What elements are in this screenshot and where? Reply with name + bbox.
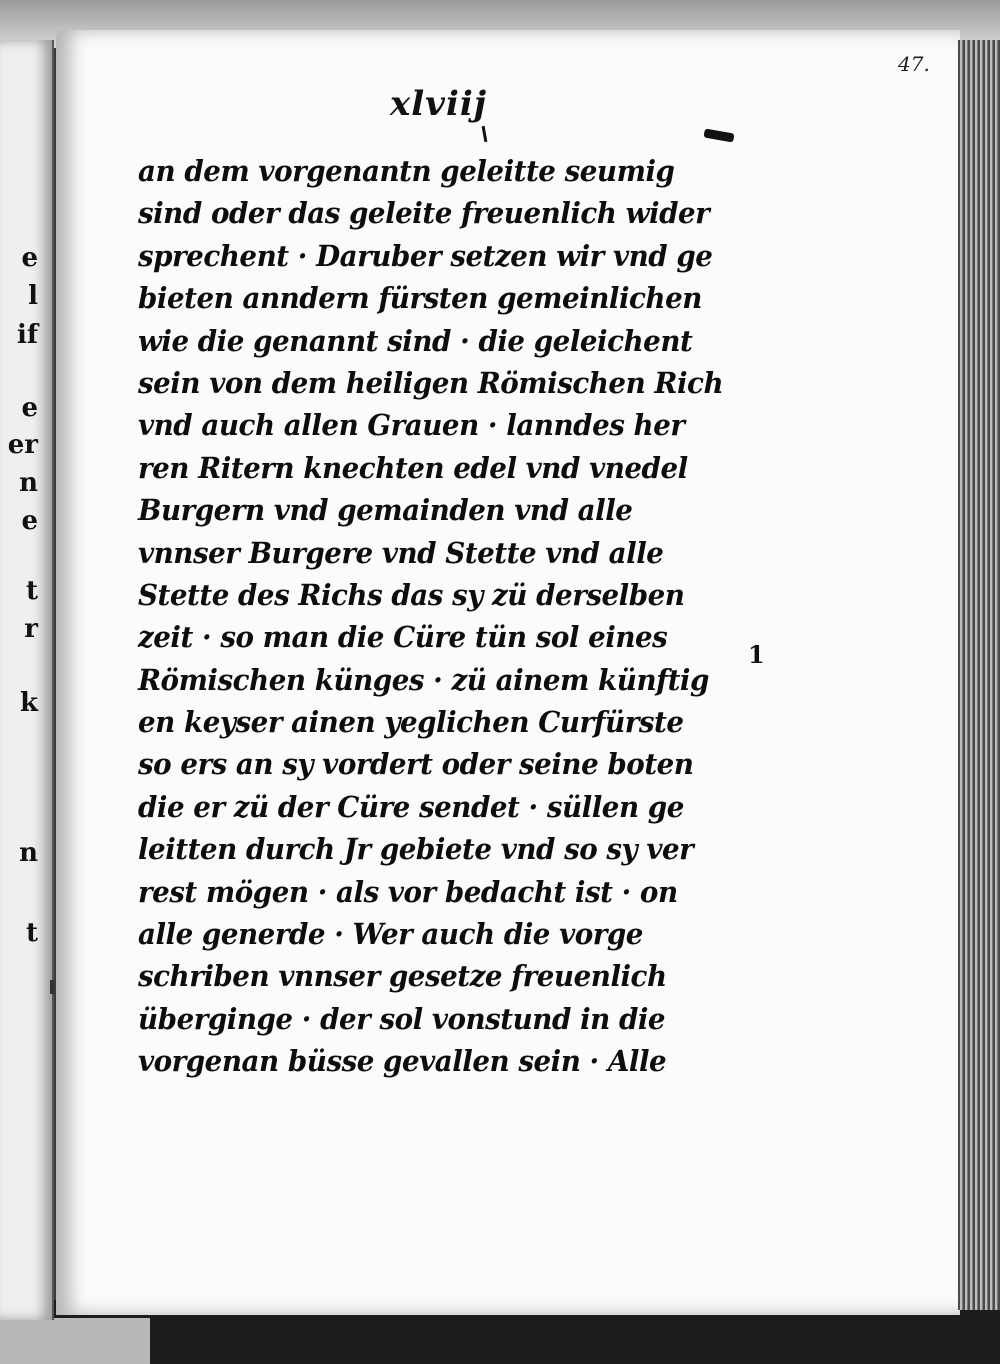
text-line: vnnser Burgere vnd Stette vnd alle	[138, 535, 664, 570]
chapter-heading: xlviij	[390, 84, 488, 124]
text-line: rest mögen · als vor bedacht ist · on	[138, 874, 678, 909]
facing-page-fragment: e	[21, 506, 38, 536]
facing-page-fragment: er	[7, 430, 38, 460]
text-line: sind oder das geleite freuenlich wider	[138, 196, 710, 231]
text-line: zeit · so man die Cüre tün sol eines	[138, 620, 668, 655]
text-line: überginge · der sol vonstund in die	[138, 1001, 666, 1036]
text-line: so ers an sy vordert oder seine boten	[138, 747, 694, 782]
folio-number: 47.	[898, 52, 930, 76]
text-line: en keyser ainen yeglichen Curfürste	[138, 705, 684, 740]
facing-page-fragment: if	[16, 320, 38, 350]
text-line: leitten durch Jr gebiete vnd so sy ver	[138, 832, 694, 867]
manuscript-text	[138, 150, 778, 1083]
margin-mark: 1	[748, 640, 765, 669]
facing-page-fragment: r	[24, 614, 38, 644]
facing-page-fragment: l	[28, 281, 38, 311]
text-line: schriben vnnser gesetze freuenlich	[138, 959, 667, 994]
text-line: an dem vorgenantn geleitte seumig	[138, 154, 675, 188]
text-line: vnd auch allen Grauen · lanndes her	[138, 408, 685, 443]
facing-page-fragment: k	[19, 688, 38, 718]
facing-page-fragment: t	[25, 918, 38, 948]
text-line: sprechent · Daruber setzen wir vnd ge	[138, 238, 713, 273]
text-line: Römischen künges · zü ainem künftig	[138, 662, 709, 697]
text-line: Stette des Richs das sy zü derselben	[138, 577, 685, 612]
text-line: vorgenan büsse gevallen sein · Alle	[138, 1044, 667, 1079]
text-line: wie die genannt sind · die geleichent	[138, 323, 693, 358]
facing-page-fragment: t	[25, 576, 38, 606]
page-edges	[958, 40, 1000, 1310]
facing-page-fragment: n	[19, 838, 38, 868]
text-line: Burgern vnd gemainden vnd alle	[138, 493, 633, 528]
facing-page-fragment: e	[21, 393, 38, 423]
text-line: sein von dem heiligen Römischen Rich	[138, 365, 724, 400]
facing-page-fragment: e	[21, 243, 38, 273]
facing-page	[0, 40, 54, 1320]
facing-page-fragment: n	[19, 468, 38, 498]
text-line: die er zü der Cüre sendet · süllen ge	[138, 789, 684, 824]
background-bottom-light	[0, 1318, 150, 1364]
gutter-thread	[50, 980, 54, 994]
text-line: alle generde · Wer auch die vorge	[138, 917, 643, 952]
text-line: bieten anndern fürsten gemeinlichen	[138, 281, 702, 316]
text-line: ren Ritern knechten edel vnd vnedel	[138, 450, 688, 485]
